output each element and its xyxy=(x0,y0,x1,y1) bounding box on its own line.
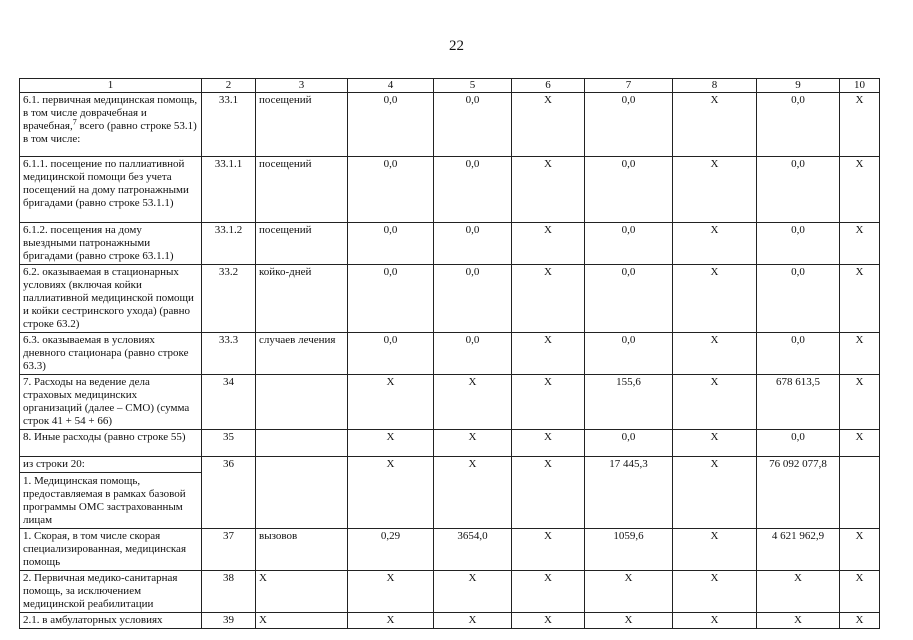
cell-col-7: X xyxy=(585,571,673,613)
cell-col-6: X xyxy=(512,457,585,529)
row-unit: X xyxy=(256,571,348,613)
header-col-10: 10 xyxy=(840,79,880,93)
table-row xyxy=(20,613,880,629)
row-description: 1. Скорая, в том числе скорая специализированная, медицинская помощь xyxy=(20,529,202,571)
header-col-5: 5 xyxy=(434,79,512,93)
cell-col-10: X xyxy=(840,265,880,333)
cell-col-6: X xyxy=(512,571,585,613)
row-unit: посещений xyxy=(256,93,348,157)
row-description: 6.1.1. посещение по паллиативной медицинской помощи без учета посещений на дому патронажными бригадами (равно строке 53.1.1) xyxy=(20,157,202,223)
row-code: 33.1.1 xyxy=(202,157,256,223)
table-row xyxy=(20,430,880,457)
cell-col-8: X xyxy=(673,529,757,571)
cell-col-6: X xyxy=(512,223,585,265)
row-unit: койко-дней xyxy=(256,265,348,333)
header-col-9: 9 xyxy=(757,79,840,93)
cell-col-4: X xyxy=(348,457,434,529)
row-code: 34 xyxy=(202,375,256,430)
row-code: 36 xyxy=(202,457,256,529)
cell-col-4: 0,0 xyxy=(348,93,434,157)
row-description: 6.2. оказываемая в стационарных условиях (включая койки паллиативной медицинской помощи и койки сестринского ухода) (равно строке 63.2) xyxy=(20,265,202,333)
cell-col-7: 155,6 xyxy=(585,375,673,430)
table-row xyxy=(20,333,880,375)
cell-col-4: 0,29 xyxy=(348,529,434,571)
cell-col-9: 0,0 xyxy=(757,157,840,223)
row-code: 33.1 xyxy=(202,93,256,157)
cell-col-6: X xyxy=(512,529,585,571)
cell-col-7: 0,0 xyxy=(585,93,673,157)
cell-col-10: X xyxy=(840,223,880,265)
cell-col-4: X xyxy=(348,613,434,629)
cell-col-7: 0,0 xyxy=(585,265,673,333)
row-description-top: из строки 20: xyxy=(20,457,201,473)
cell-col-7: 0,0 xyxy=(585,157,673,223)
cell-col-9: 76 092 077,8 xyxy=(757,457,840,529)
row-description: 6.3. оказываемая в условиях дневного стационара (равно строке 63.3) xyxy=(20,333,202,375)
cell-col-7: 0,0 xyxy=(585,333,673,375)
cell-col-5: 0,0 xyxy=(434,93,512,157)
row-unit: вызовов xyxy=(256,529,348,571)
row-description-main: 1. Медицинская помощь, предоставляемая в рамках базовой программы ОМС застрахованным лицам xyxy=(23,475,186,526)
cell-col-9: 0,0 xyxy=(757,223,840,265)
cell-col-9: 0,0 xyxy=(757,333,840,375)
cell-col-8: X xyxy=(673,457,757,529)
row-description: 6.1. первичная медицинская помощь, в том числе доврачебная и врачебная,$^7$ всего (равно строке 53.1) в том числе: xyxy=(20,93,202,157)
cell-col-9: 0,0 xyxy=(757,265,840,333)
cell-col-6: X xyxy=(512,333,585,375)
cell-col-9: 4 621 962,9 xyxy=(757,529,840,571)
cell-col-10: X xyxy=(840,430,880,457)
cell-col-6: X xyxy=(512,157,585,223)
cell-col-5: 3654,0 xyxy=(434,529,512,571)
cell-col-5: X xyxy=(434,613,512,629)
cell-col-10: X xyxy=(840,93,880,157)
row-description: 2.1. в амбулаторных условиях xyxy=(20,613,202,629)
cell-col-8: X xyxy=(673,430,757,457)
cell-col-10 xyxy=(840,457,880,529)
cell-col-8: X xyxy=(673,265,757,333)
cell-col-7: 0,0 xyxy=(585,430,673,457)
cell-col-8: X xyxy=(673,157,757,223)
cell-col-5: X xyxy=(434,457,512,529)
cell-col-7: 17 445,3 xyxy=(585,457,673,529)
table-row xyxy=(20,223,880,265)
row-unit: посещений xyxy=(256,223,348,265)
row-unit xyxy=(256,457,348,529)
cell-col-4: 0,0 xyxy=(348,333,434,375)
table-row xyxy=(20,265,880,333)
cell-col-5: X xyxy=(434,375,512,430)
cell-col-8: X xyxy=(673,571,757,613)
cell-col-5: 0,0 xyxy=(434,157,512,223)
header-col-4: 4 xyxy=(348,79,434,93)
header-col-7: 7 xyxy=(585,79,673,93)
cell-col-7: 1059,6 xyxy=(585,529,673,571)
cell-col-10: X xyxy=(840,157,880,223)
header-col-1: 1 xyxy=(20,79,202,93)
header-row xyxy=(20,79,880,93)
cell-col-4: X xyxy=(348,571,434,613)
row-unit: посещений xyxy=(256,157,348,223)
cell-col-9: 0,0 xyxy=(757,93,840,157)
cell-col-10: X xyxy=(840,333,880,375)
cell-col-5: X xyxy=(434,430,512,457)
cell-col-5: 0,0 xyxy=(434,223,512,265)
header-col-8: 8 xyxy=(673,79,757,93)
table-row xyxy=(20,529,880,571)
cell-col-9: 0,0 xyxy=(757,430,840,457)
cell-col-6: X xyxy=(512,265,585,333)
row-description: 2. Первичная медико-санитарная помощь, за исключением медицинской реабилитации xyxy=(20,571,202,613)
cell-col-5: X xyxy=(434,571,512,613)
cell-col-5: 0,0 xyxy=(434,333,512,375)
row-unit xyxy=(256,430,348,457)
page-number: 22 xyxy=(449,38,464,54)
row-description: 7. Расходы на ведение дела страховых медицинских организаций (далее – СМО) (сумма строк 41 + 54 + 66) xyxy=(20,375,202,430)
cell-col-7: 0,0 xyxy=(585,223,673,265)
cell-col-6: X xyxy=(512,613,585,629)
cell-col-9: 678 613,5 xyxy=(757,375,840,430)
cell-col-6: X xyxy=(512,93,585,157)
cell-col-10: X xyxy=(840,613,880,629)
cell-col-4: 0,0 xyxy=(348,265,434,333)
cell-col-10: X xyxy=(840,375,880,430)
row-unit xyxy=(256,375,348,430)
cell-col-10: X xyxy=(840,529,880,571)
row-code: 37 xyxy=(202,529,256,571)
table-row xyxy=(20,375,880,430)
header-col-6: 6 xyxy=(512,79,585,93)
cell-col-9: X xyxy=(757,613,840,629)
cell-col-6: X xyxy=(512,375,585,430)
cell-col-10: X xyxy=(840,571,880,613)
row-code: 33.1.2 xyxy=(202,223,256,265)
header-col-3: 3 xyxy=(256,79,348,93)
cell-col-4: 0,0 xyxy=(348,157,434,223)
cell-col-6: X xyxy=(512,430,585,457)
table-row xyxy=(20,157,880,223)
row-unit: случаев лечения xyxy=(256,333,348,375)
table-row xyxy=(20,457,880,529)
cell-col-4: 0,0 xyxy=(348,223,434,265)
header-col-2: 2 xyxy=(202,79,256,93)
row-code: 33.3 xyxy=(202,333,256,375)
cell-col-4: X xyxy=(348,430,434,457)
row-code: 35 xyxy=(202,430,256,457)
row-code: 33.2 xyxy=(202,265,256,333)
cell-col-5: 0,0 xyxy=(434,265,512,333)
cell-col-8: X xyxy=(673,223,757,265)
table-row xyxy=(20,93,880,157)
cell-col-9: X xyxy=(757,571,840,613)
row-unit: X xyxy=(256,613,348,629)
financial-table xyxy=(19,78,880,629)
row-code: 39 xyxy=(202,613,256,629)
cell-col-8: X xyxy=(673,375,757,430)
row-description: 6.1.2. посещения на дому выездными патронажными бригадами (равно строке 63.1.1) xyxy=(20,223,202,265)
row-code: 38 xyxy=(202,571,256,613)
table-row xyxy=(20,571,880,613)
cell-col-8: X xyxy=(673,93,757,157)
cell-col-8: X xyxy=(673,333,757,375)
cell-col-4: X xyxy=(348,375,434,430)
cell-col-8: X xyxy=(673,613,757,629)
row-description: 8. Иные расходы (равно строке 55) xyxy=(20,430,202,457)
cell-col-7: X xyxy=(585,613,673,629)
row-description xyxy=(20,457,202,529)
